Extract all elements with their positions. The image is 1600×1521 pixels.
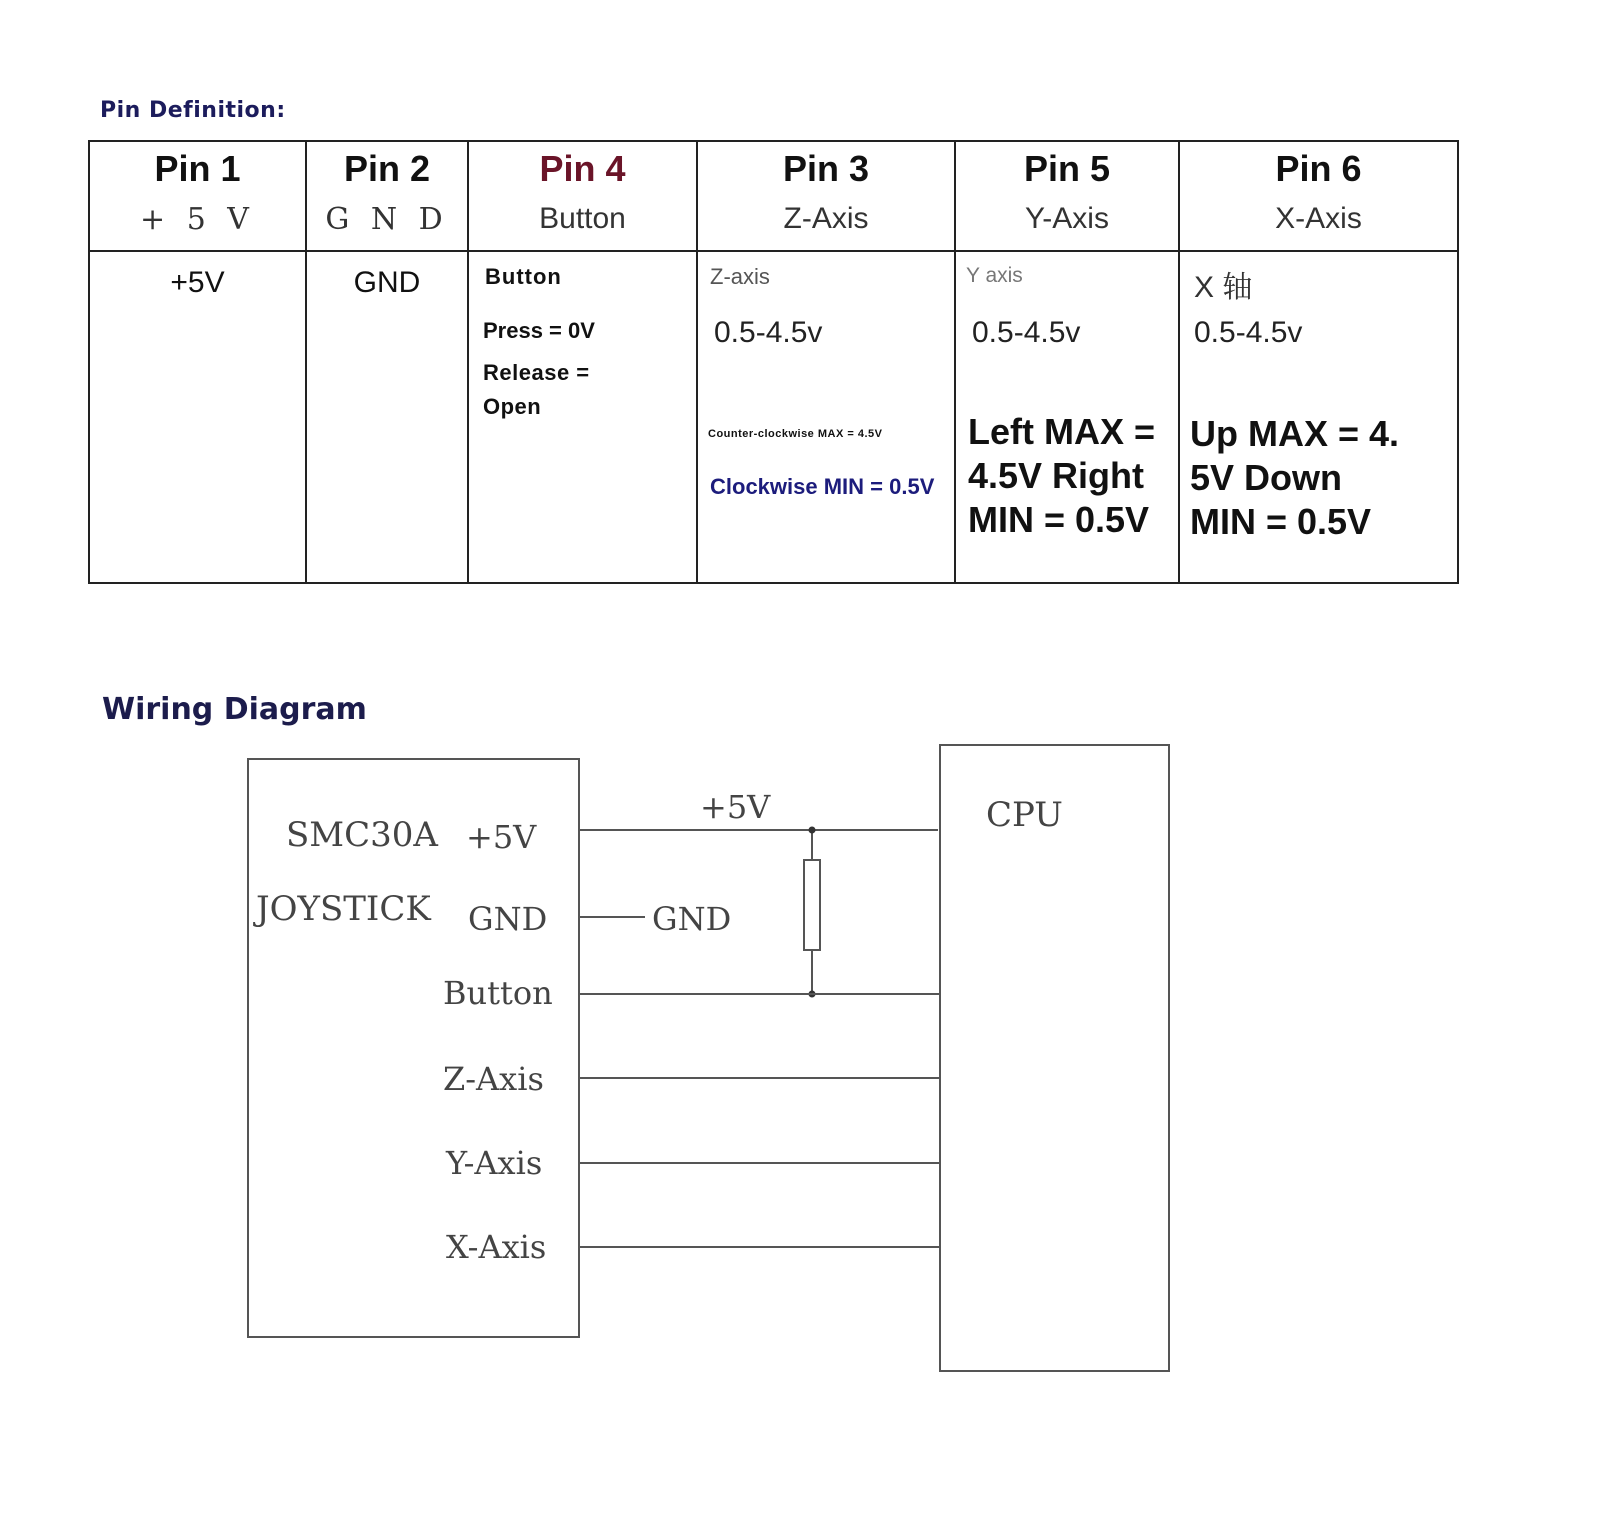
z-axis-cw-text: Clockwise MIN = 0.5V — [710, 474, 935, 499]
junction-dot-top — [809, 827, 816, 834]
x-axis-desc-1: Up MAX = 4. — [1190, 413, 1400, 454]
pin-function: G N D — [325, 202, 449, 237]
pin-2-value: GND — [353, 266, 421, 299]
y-axis-desc-1: Left MAX = — [968, 411, 1156, 452]
joystick-pin-z-axis: Z-Axis — [443, 1060, 544, 1098]
joystick-pin-5v: +5V — [466, 818, 537, 856]
pin-name: Pin 1 — [154, 148, 241, 189]
release-text-1: Release = — [483, 360, 590, 385]
pin-name: Pin 2 — [343, 148, 431, 189]
joystick-pin-x-axis: X-Axis — [446, 1228, 547, 1266]
y-axis-range: 0.5-4.5v — [972, 316, 1081, 349]
z-axis-range: 0.5-4.5v — [714, 316, 823, 349]
x-axis-desc-2: 5V Down — [1190, 457, 1343, 498]
pin-name: Pin 4 — [539, 148, 626, 189]
button-label: Button — [485, 264, 562, 289]
joystick-pin-gnd: GND — [468, 900, 548, 938]
pin-function: Z-Axis — [783, 202, 869, 235]
y-axis-label: Y axis — [966, 264, 1023, 287]
pin-function: + 5 V — [140, 202, 255, 237]
pin-definition-title: Pin Definition: — [100, 98, 286, 123]
pull-up-resistor — [804, 860, 820, 950]
wiring-diagram-title: Wiring Diagram — [102, 692, 367, 727]
z-axis-ccw-text: Counter-clockwise MAX = 4.5V — [708, 428, 883, 440]
z-axis-label: Z-axis — [710, 264, 770, 289]
wire-gnd-label: GND — [652, 900, 732, 938]
press-text: Press = 0V — [483, 318, 595, 343]
pin-function: Y-Axis — [1025, 202, 1109, 235]
joystick-model-label: SMC30A — [286, 815, 438, 855]
pin-function: X-Axis — [1275, 202, 1362, 235]
release-text-2: Open — [483, 394, 542, 419]
x-axis-range: 0.5-4.5v — [1194, 316, 1303, 349]
x-axis-desc-3: MIN = 0.5V — [1190, 501, 1372, 542]
pin-function: Button — [539, 202, 626, 235]
pin-name: Pin 6 — [1275, 148, 1362, 189]
wire-5v-label: +5V — [700, 788, 771, 826]
cpu-label: CPU — [986, 795, 1063, 835]
pin-name: Pin 3 — [782, 148, 870, 189]
pin-name: Pin 5 — [1023, 148, 1111, 189]
y-axis-desc-2: 4.5V Right — [968, 455, 1145, 496]
joystick-pin-y-axis: Y-Axis — [446, 1144, 543, 1182]
pin-1-value: +5V — [170, 266, 225, 299]
y-axis-desc-3: MIN = 0.5V — [968, 499, 1150, 540]
cpu-box — [940, 745, 1169, 1371]
x-axis-label: X 轴 — [1194, 271, 1253, 304]
joystick-name-label: JOYSTICK — [256, 889, 431, 929]
joystick-pin-button: Button — [443, 974, 553, 1012]
